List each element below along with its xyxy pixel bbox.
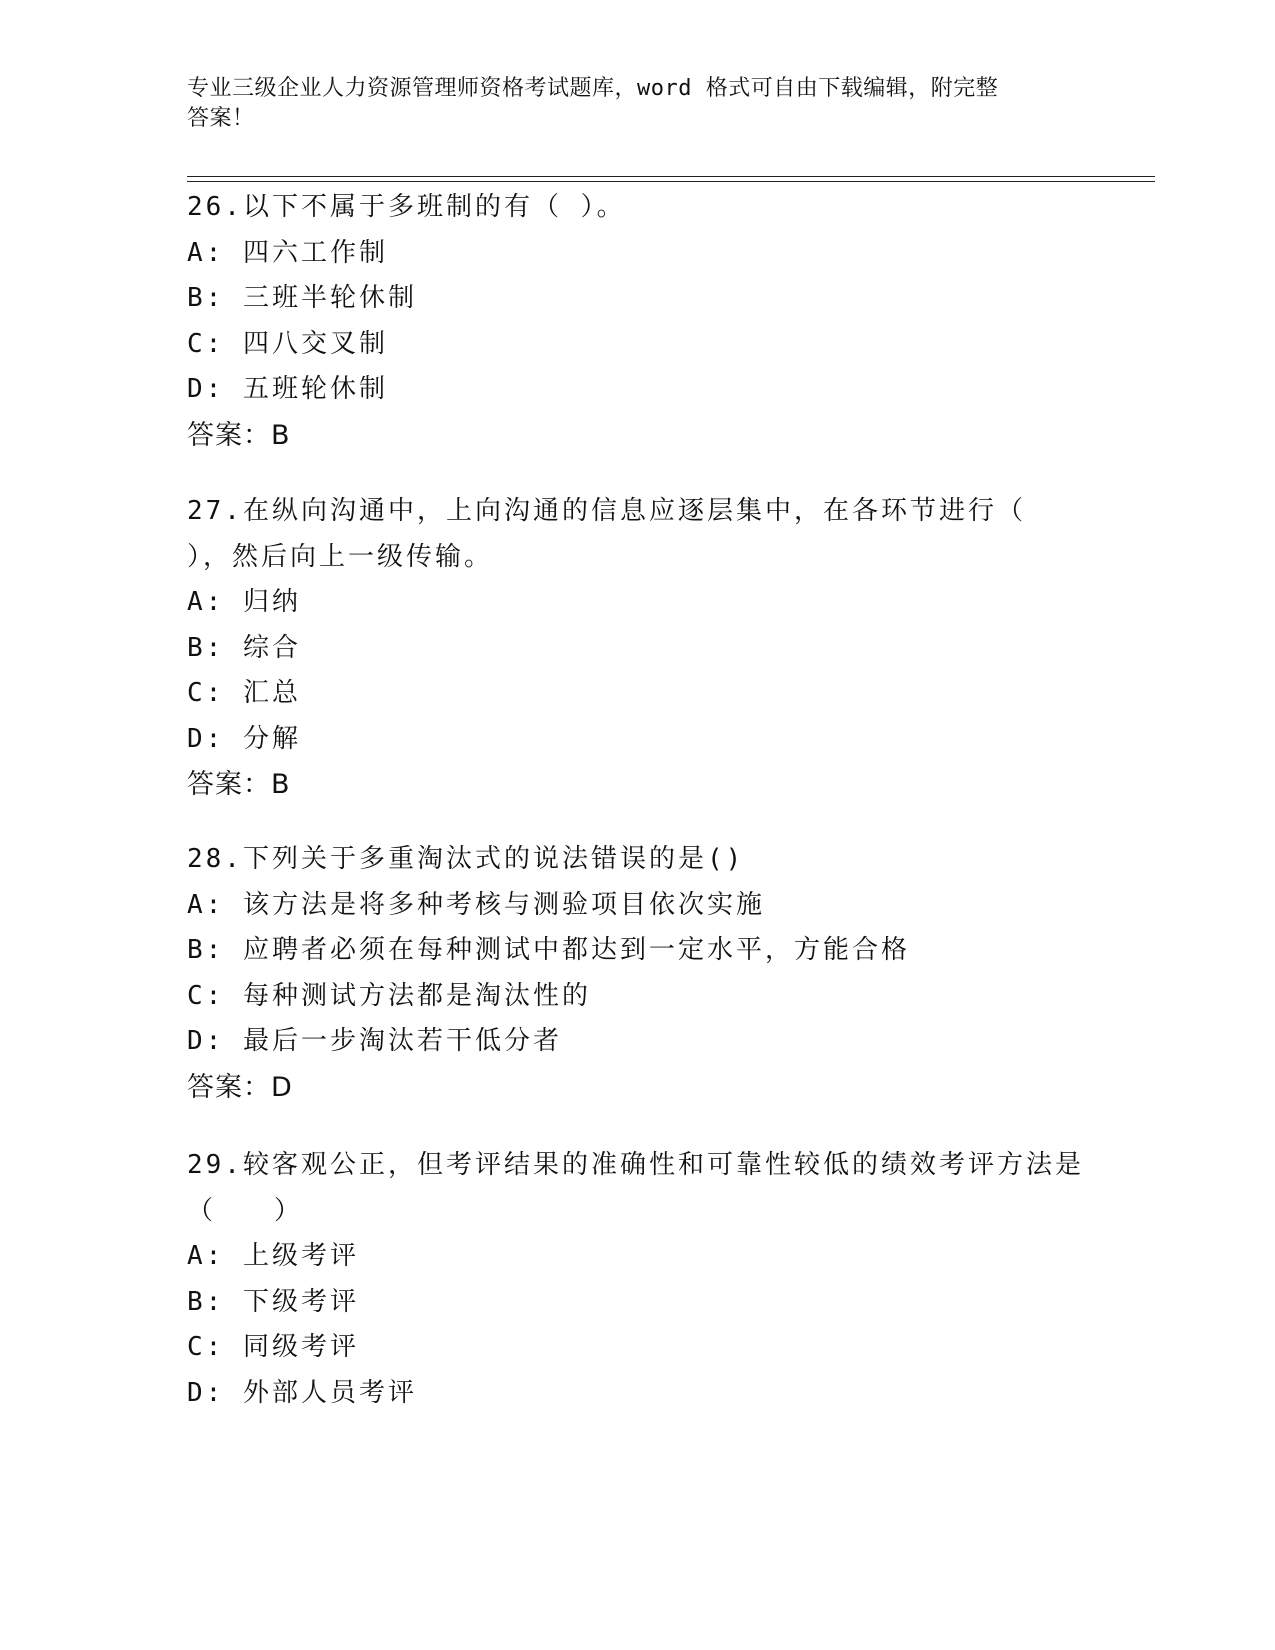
question-27 bbox=[187, 489, 1087, 808]
question-29 bbox=[187, 1143, 1087, 1416]
option-d: D: 外部人员考评 bbox=[187, 1377, 417, 1408]
answer: 答案：D bbox=[187, 1071, 293, 1103]
option-c: C: 每种测试方法都是淘汰性的 bbox=[187, 980, 591, 1011]
header-line-1: 专业三级企业人力资源管理师资格考试题库，word 格式可自由下载编辑，附完整 bbox=[187, 76, 999, 101]
option-b: B: 应聘者必须在每种测试中都达到一定水平，方能合格 bbox=[187, 935, 910, 965]
question-stem: 28.下列关于多重淘汰式的说法错误的是() bbox=[187, 844, 745, 874]
document-header bbox=[187, 74, 1087, 134]
option-c: C: 汇总 bbox=[187, 678, 301, 708]
header-rule-bottom bbox=[187, 181, 1155, 182]
option-a: A: 四六工作制 bbox=[187, 237, 388, 268]
option-b: B: 下级考评 bbox=[187, 1286, 359, 1317]
option-b: B: 三班半轮休制 bbox=[187, 283, 417, 313]
option-d: D: 五班轮休制 bbox=[187, 374, 388, 404]
option-b: B: 综合 bbox=[187, 632, 301, 663]
option-d: D: 最后一步淘汰若干低分者 bbox=[187, 1026, 562, 1056]
question-26 bbox=[187, 185, 1087, 458]
question-28 bbox=[187, 837, 1087, 1110]
question-stem-line-1: 29.较客观公正，但考评结果的准确性和可靠性较低的绩效考评方法是 bbox=[187, 1150, 1084, 1180]
question-stem-line-1: 27.在纵向沟通中，上向沟通的信息应逐层集中，在各环节进行（ bbox=[187, 496, 1026, 526]
option-c: C: 四八交叉制 bbox=[187, 328, 388, 359]
option-a: A: 归纳 bbox=[187, 587, 301, 617]
header-line-2: 答案！ bbox=[187, 106, 255, 131]
option-d: D: 分解 bbox=[187, 723, 301, 754]
option-a: A: 该方法是将多种考核与测验项目依次实施 bbox=[187, 889, 765, 920]
question-stem: 26.以下不属于多班制的有（ ）。 bbox=[187, 192, 626, 222]
option-a: A: 上级考评 bbox=[187, 1241, 359, 1271]
header-rule-top bbox=[187, 176, 1155, 177]
question-stem-line-2: （ ） bbox=[187, 1195, 304, 1226]
answer: 答案：B bbox=[187, 769, 291, 800]
question-stem-line-2: ），然后向上一级传输。 bbox=[187, 541, 494, 572]
answer: 答案：B bbox=[187, 419, 291, 451]
option-c: C: 同级考评 bbox=[187, 1332, 359, 1362]
